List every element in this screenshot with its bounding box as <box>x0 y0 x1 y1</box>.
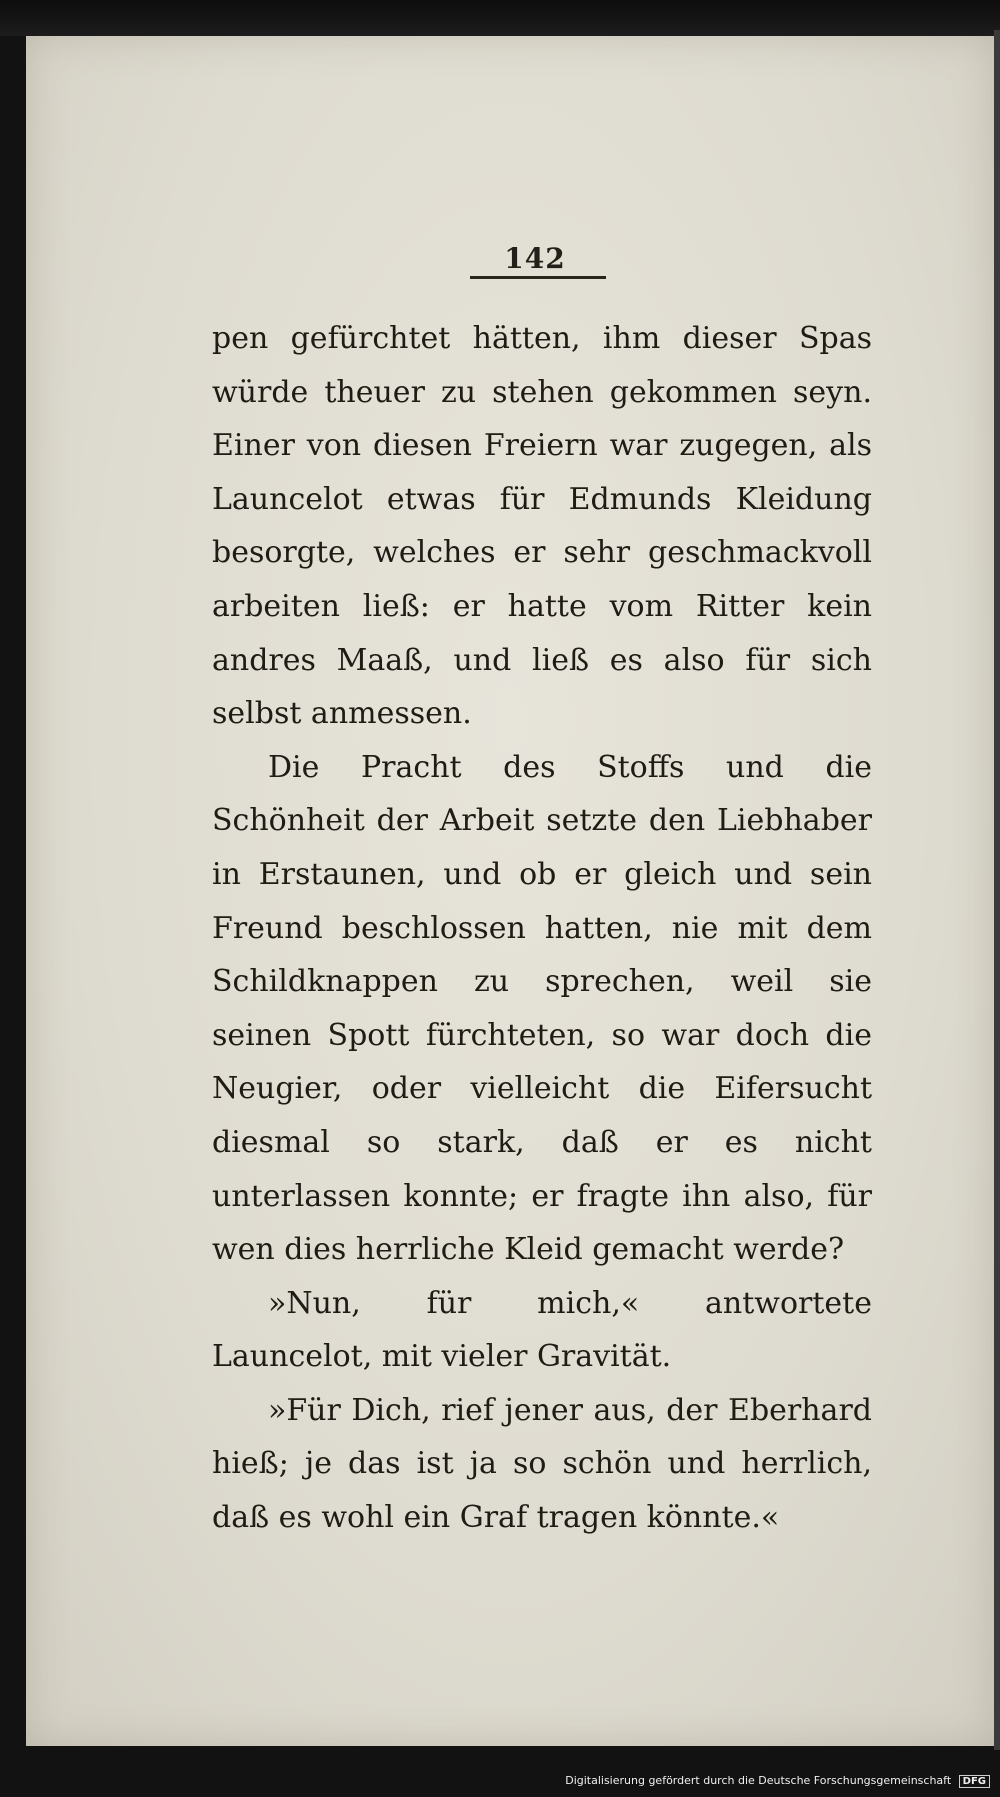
body-text <box>212 312 872 1545</box>
paragraph-2: Die Pracht des Stoffs und die Schönheit der Arbeit setzte den Liebhaber in Erstaunen, und ob er gleich und sein Freund beschlossen hatten, nie mit dem Schildknappen zu sprechen, weil sie seinen Spott fürchteten, so war doch die Neugier, oder vielleicht die Eifersucht diesmal so stark, daß er es nicht unterlassen konnte; er fragte ihn also, für wen dies herrliche Kleid gemacht werde? <box>212 749 872 1268</box>
scan-top-border <box>0 0 1000 36</box>
paragraph-4: »Für Dich, rief jener aus, der Eberhard hieß; je das ist ja so schön und herrlich, daß es wohl ein Graf tragen könnte.« <box>212 1392 872 1536</box>
credit-text: Digitalisierung gefördert durch die Deutsche Forschungsgemeinschaft <box>565 1774 952 1787</box>
dfg-logo-badge: DFG <box>959 1775 990 1788</box>
header-rule <box>470 276 606 279</box>
paragraph-3: »Nun, für mich,« antwortete Launcelot, mit vieler Gravität. <box>212 1285 872 1375</box>
scan-right-border <box>994 30 1000 1750</box>
digitization-credit <box>565 1774 990 1788</box>
page-number: 142 <box>504 242 566 275</box>
paragraph-1: pen gefürchtet hätten, ihm dieser Spas würde theuer zu stehen gekommen seyn. Einer von diesen Freiern war zugegen, als Launcelot etwas für Edmunds Kleidung besorgte, welches er sehr geschmackvoll arbeiten ließ: er hatte vom Ritter kein andres Maaß, und ließ es also für sich selbst anmessen. <box>212 321 872 732</box>
